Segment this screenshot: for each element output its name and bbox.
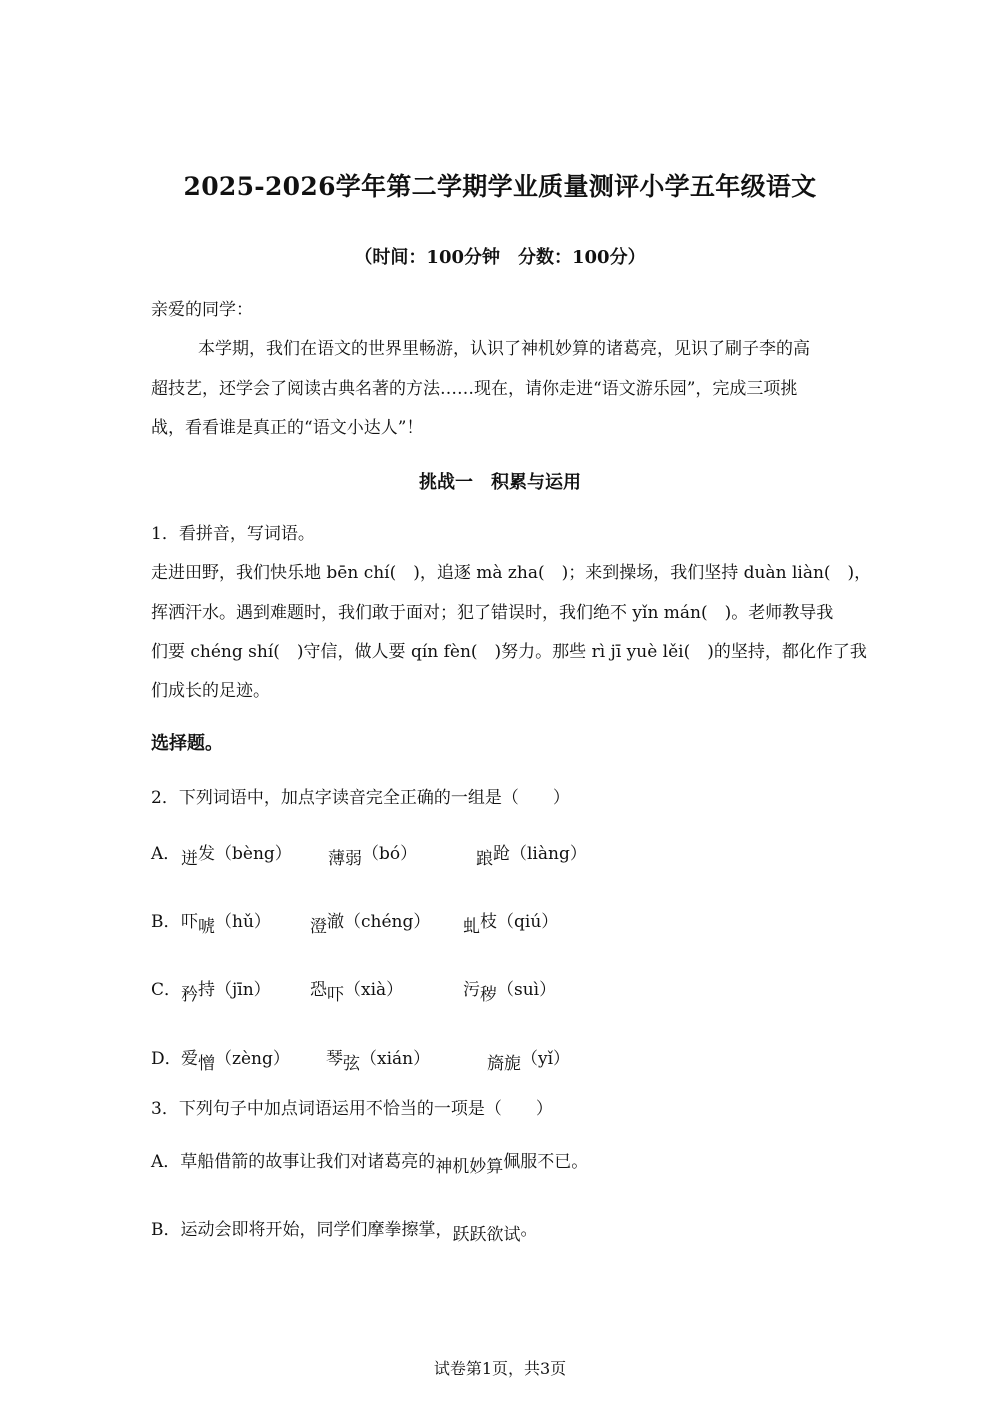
option-d-item-2: 琴弦（xián） bbox=[326, 1049, 431, 1074]
option-c-item-3: 污秽（suì） bbox=[463, 980, 557, 1005]
option-d-item-1: 爱憎（zèng） bbox=[181, 1049, 290, 1074]
option-a-item-2: 薄弱（bó） bbox=[328, 844, 418, 869]
option-d bbox=[151, 1044, 182, 1069]
option-d-item-3: 旖旎（yǐ） bbox=[487, 1049, 571, 1074]
option-a-item-3: 踉跄（liàng） bbox=[476, 844, 587, 869]
option-a bbox=[151, 839, 180, 864]
question-2-stem: 2．下列词语中，加点字读音完全正确的一组是（ ） bbox=[151, 788, 570, 808]
option-b-item-1: 吓唬（hǔ） bbox=[181, 912, 271, 937]
question-1-stem: 1．看拼音，写词语。 bbox=[151, 524, 315, 544]
question-3-stem: 3．下列句子中加点词语运用不恰当的一项是（ ） bbox=[151, 1099, 553, 1119]
option-label: C． bbox=[151, 980, 182, 1000]
option-c bbox=[151, 975, 181, 1000]
question-3-option-a: A．草船借箭的故事让我们对诸葛亮的神机妙算佩服不已。 bbox=[151, 1152, 589, 1177]
option-b-item-3: 虬枝（qiú） bbox=[463, 912, 559, 937]
option-b-item-2: 澄澈（chéng） bbox=[310, 912, 431, 937]
intro-line-2: 超技艺，还学会了阅读古典名著的方法……现在，请你走进“语文游乐园”，完成三项挑 bbox=[151, 379, 798, 399]
section-heading: 挑战一 积累与运用 bbox=[419, 472, 581, 493]
option-label: B． bbox=[151, 912, 181, 932]
question-1-line-4: 们成长的足迹。 bbox=[151, 681, 270, 701]
choice-heading: 选择题。 bbox=[151, 733, 223, 754]
option-c-item-1: 矜持（jīn） bbox=[181, 980, 271, 1005]
option-label: D． bbox=[151, 1049, 182, 1069]
option-c-item-2: 恐吓（xià） bbox=[310, 980, 404, 1005]
question-1-line-2: 挥洒汗水。遇到难题时，我们敢于面对；犯了错误时，我们绝不 yǐn mán( )。老师教导我 bbox=[151, 603, 834, 623]
question-1-line-1: 走进田野，我们快乐地 bēn chí( )，追逐 mà zha( )；来到操场，我们坚持 duàn liàn( )， bbox=[151, 563, 872, 583]
greeting: 亲爱的同学： bbox=[151, 300, 253, 320]
question-3-option-b: B．运动会即将开始，同学们摩拳擦掌，跃跃欲试。 bbox=[151, 1220, 538, 1245]
page-title: 2025-2026学年第二学期学业质量测评小学五年级语文 bbox=[183, 172, 817, 201]
option-a-item-1: 迸发（bèng） bbox=[181, 844, 292, 869]
question-1-line-3: 们要 chéng shí( )守信，做人要 qín fèn( )努力。那些 rì jī yuè lěi( )的坚持，都化作了我 bbox=[151, 642, 867, 662]
option-b bbox=[151, 907, 181, 932]
option-label: A． bbox=[151, 844, 181, 864]
exam-info: （时间：100分钟 分数：100分） bbox=[354, 247, 646, 268]
intro-line-1: 本学期，我们在语文的世界里畅游，认识了神机妙算的诸葛亮，见识了刷子李的高 bbox=[198, 339, 810, 359]
intro-line-3: 战，看看谁是真正的“语文小达人”！ bbox=[151, 418, 424, 438]
page-footer: 试卷第1页，共3页 bbox=[433, 1359, 567, 1378]
